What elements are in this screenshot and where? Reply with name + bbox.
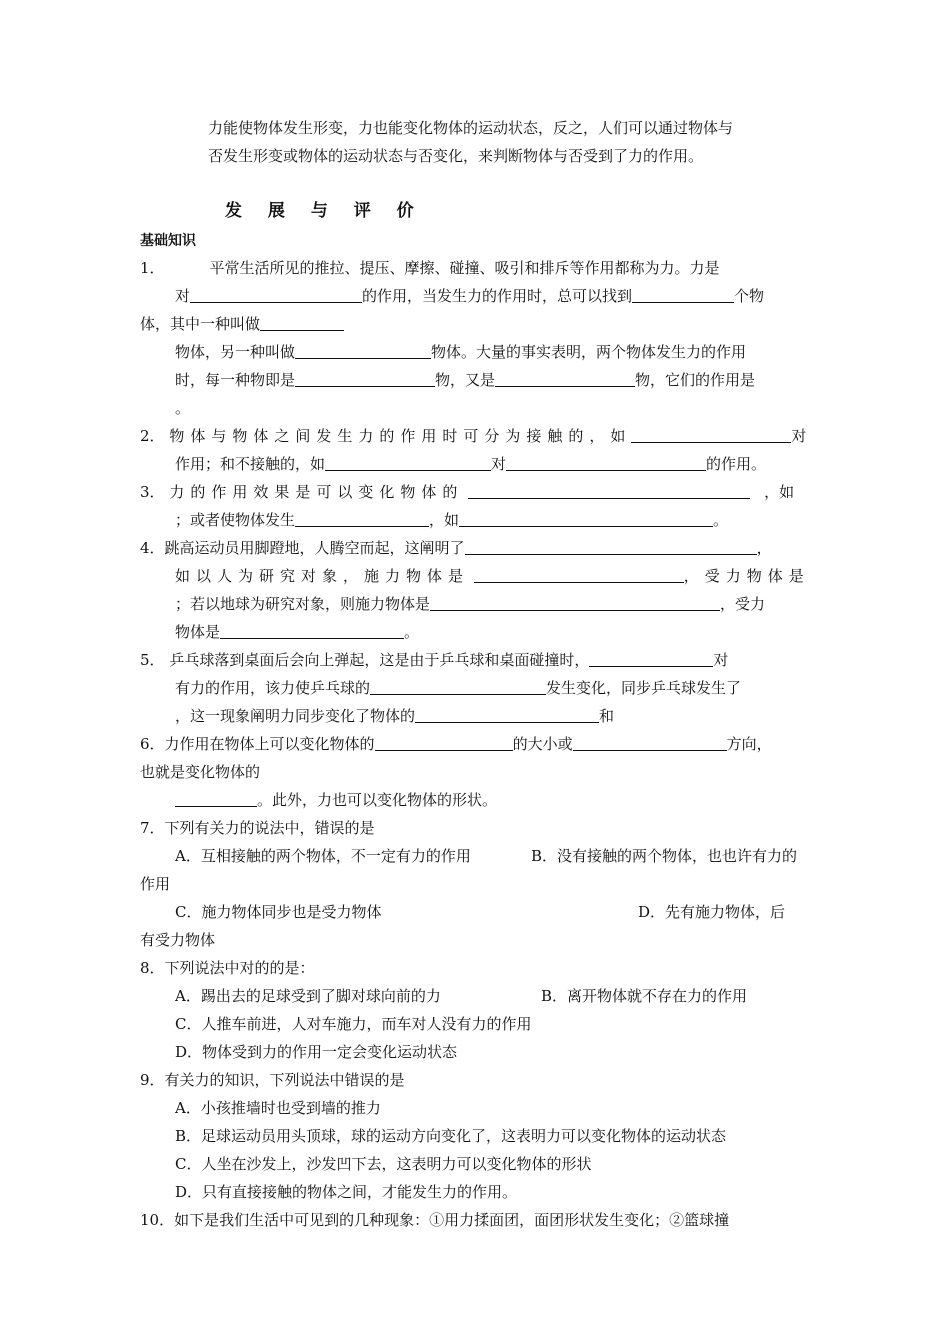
question-text: ，受力物体是	[683, 567, 810, 585]
question-text: 发生变化，同步乒乓球发生了	[546, 679, 742, 697]
answer-blank[interactable]	[631, 426, 791, 443]
answer-blank[interactable]	[190, 286, 362, 303]
question-text: 的大小或	[512, 735, 573, 753]
question-7-option-c[interactable]: C．施力物体同步也是受力物体	[175, 903, 382, 921]
section-title: 发 展 与 评 价	[225, 201, 424, 221]
question-text: 和	[599, 707, 615, 725]
question-6-line-3	[175, 790, 497, 812]
question-4-line-4	[175, 622, 419, 644]
answer-blank[interactable]	[495, 370, 635, 387]
question-text: 时，每一种物即是	[175, 371, 296, 389]
question-text: ；或者使物体发生	[175, 511, 296, 529]
question-1-line-3	[140, 314, 344, 336]
question-text: 体，其中一种叫做	[140, 315, 261, 333]
answer-blank[interactable]	[468, 482, 750, 499]
question-number: 9．	[140, 1071, 165, 1089]
question-3-line-1	[140, 482, 794, 504]
question-text: 物体，另一种叫做	[175, 343, 296, 361]
question-text: 乒乓球落到桌面后会向上弹起，这是由于乒乓球和桌面碰撞时，	[169, 651, 590, 669]
question-text: 物体是	[175, 623, 221, 641]
question-5-line-2	[175, 678, 741, 700]
question-4-line-1	[140, 538, 772, 560]
question-text: ，	[756, 539, 772, 557]
question-text: 作用；和不接触的，如	[175, 455, 326, 473]
question-9-option-d[interactable]: D．只有直接接触的物体之间，才能发生力的作用。	[175, 1183, 518, 1201]
question-1-line-1	[140, 258, 720, 280]
question-9-option-b[interactable]: B．足球运动员用头顶球，球的运动方向变化了，这表明力可以变化物体的运动状态	[175, 1127, 727, 1145]
question-7-option-d-continued: 有受力物体	[140, 931, 216, 949]
question-text: 有关力的知识，下列说法中错误的是	[164, 1071, 405, 1089]
intro-line-1: 力能使物体发生形变，力也能变化物体的运动状态，反之，人们可以通过物体与	[208, 119, 734, 137]
question-number: 2．	[140, 427, 165, 445]
question-text: 方向，	[726, 735, 772, 753]
question-9-stem	[140, 1070, 405, 1092]
question-text: ，这一现象阐明力同步变化了物体的	[175, 707, 416, 725]
question-number: 4．	[140, 539, 165, 557]
question-text: ，如	[764, 483, 795, 501]
question-text: 对	[491, 455, 507, 473]
question-6-line-2: 也就是变化物体的	[140, 763, 261, 781]
question-8-option-a[interactable]: A．踢出去的足球受到了脚对球向前的力	[175, 987, 441, 1005]
question-text: 物，它们的作用是	[635, 371, 756, 389]
answer-blank[interactable]	[175, 790, 257, 807]
answer-blank[interactable]	[295, 342, 431, 359]
question-text: 跳高运动员用脚蹬地，人腾空而起，这阐明了	[164, 539, 465, 557]
question-text: 个物	[734, 287, 765, 305]
question-text: 下列说法中对的的是：	[164, 959, 315, 977]
question-text: 力作用在物体上可以变化物体的	[164, 735, 375, 753]
answer-blank[interactable]	[295, 510, 429, 527]
answer-blank[interactable]	[589, 650, 713, 667]
question-1-line-6: 。	[175, 399, 191, 417]
question-7-option-b-continued: 作用	[140, 875, 171, 893]
question-text: 物，又是	[435, 371, 496, 389]
answer-blank[interactable]	[459, 510, 713, 527]
question-text: ，如	[429, 511, 460, 529]
answer-blank[interactable]	[430, 594, 720, 611]
question-6-line-1	[140, 734, 772, 756]
question-text: 如下是我们生活中可见到的几种现象：①用力揉面团，面团形状发生变化；②篮球撞	[174, 1211, 730, 1229]
question-2-line-1	[140, 426, 806, 448]
answer-blank[interactable]	[465, 538, 757, 555]
question-1-line-5	[175, 370, 755, 392]
question-text: 的作用。	[706, 455, 767, 473]
question-5-line-1	[140, 650, 728, 672]
question-number: 10．	[140, 1211, 175, 1229]
question-text: 的作用，当发生力的作用时，总可以找到	[362, 287, 633, 305]
question-text: 。	[713, 511, 729, 529]
question-number: 5．	[140, 651, 165, 669]
question-text: 对	[713, 651, 729, 669]
question-text: 力的作用效果是可以变化物体的	[169, 483, 464, 501]
answer-blank[interactable]	[220, 622, 404, 639]
question-1-line-2	[175, 286, 764, 308]
answer-blank[interactable]	[370, 678, 546, 695]
question-10-stem	[140, 1210, 729, 1232]
question-1-line-4	[175, 342, 746, 364]
answer-blank[interactable]	[573, 734, 727, 751]
answer-blank[interactable]	[325, 454, 491, 471]
question-5-line-3	[175, 706, 614, 728]
intro-line-2: 否发生形变或物体的运动状态与否变化，来判断物体与否受到了力的作用。	[208, 147, 704, 165]
subsection-title: 基础知识	[140, 233, 196, 249]
question-3-line-2	[175, 510, 728, 532]
question-text: 物体与物体之间发生力的作用时可分为接触的，如	[169, 427, 632, 445]
answer-blank[interactable]	[474, 566, 684, 583]
question-text: 。	[404, 623, 420, 641]
answer-blank[interactable]	[632, 286, 734, 303]
question-text: 对	[791, 427, 807, 445]
question-text: 有力的作用，该力使乒乓球的	[175, 679, 371, 697]
question-number: 8．	[140, 959, 165, 977]
answer-blank[interactable]	[295, 370, 435, 387]
answer-blank[interactable]	[260, 314, 344, 331]
question-text: 。此外，力也可以变化物体的形状。	[257, 791, 498, 809]
question-7-stem	[140, 818, 375, 840]
question-7-option-d[interactable]: D．先有施力物体，后	[638, 903, 786, 921]
question-7-option-b[interactable]: B．没有接触的两个物体，也也许有力的	[531, 847, 798, 865]
question-number: 1．	[140, 259, 165, 277]
question-4-line-2	[175, 566, 810, 588]
question-text: 如以人为研究对象，施力物体是	[175, 567, 470, 585]
question-8-option-c[interactable]: C．人推车前进，人对车施力，而车对人没有力的作用	[175, 1015, 532, 1033]
question-text: ，受力	[720, 595, 766, 613]
question-4-line-3	[175, 594, 765, 616]
question-9-option-c[interactable]: C．人坐在沙发上，沙发凹下去，这表明力可以变化物体的形状	[175, 1155, 592, 1173]
question-7-option-a[interactable]: A．互相接触的两个物体，不一定有力的作用	[175, 847, 471, 865]
question-text: 下列有关力的说法中，错误的是	[164, 819, 375, 837]
question-2-line-2	[175, 454, 766, 476]
question-number: 6．	[140, 735, 165, 753]
question-text: 对	[175, 287, 191, 305]
question-8-option-d[interactable]: D．物体受到力的作用一定会变化运动状态	[175, 1043, 458, 1061]
question-number: 7．	[140, 819, 165, 837]
question-text: 平常生活所见的推拉、提压、摩擦、碰撞、吸引和排斥等作用都称为力。力是	[209, 259, 720, 277]
answer-blank[interactable]	[415, 706, 599, 723]
question-number: 3．	[140, 483, 165, 501]
question-8-option-b[interactable]: B．离开物体就不存在力的作用	[541, 987, 748, 1005]
answer-blank[interactable]	[506, 454, 706, 471]
question-text: 物体。大量的事实表明，两个物体发生力的作用	[431, 343, 747, 361]
answer-blank[interactable]	[375, 734, 513, 751]
question-9-option-a[interactable]: A．小孩推墙时也受到墙的推力	[175, 1099, 381, 1117]
question-text: ；若以地球为研究对象，则施力物体是	[175, 595, 431, 613]
question-8-stem	[140, 958, 315, 980]
